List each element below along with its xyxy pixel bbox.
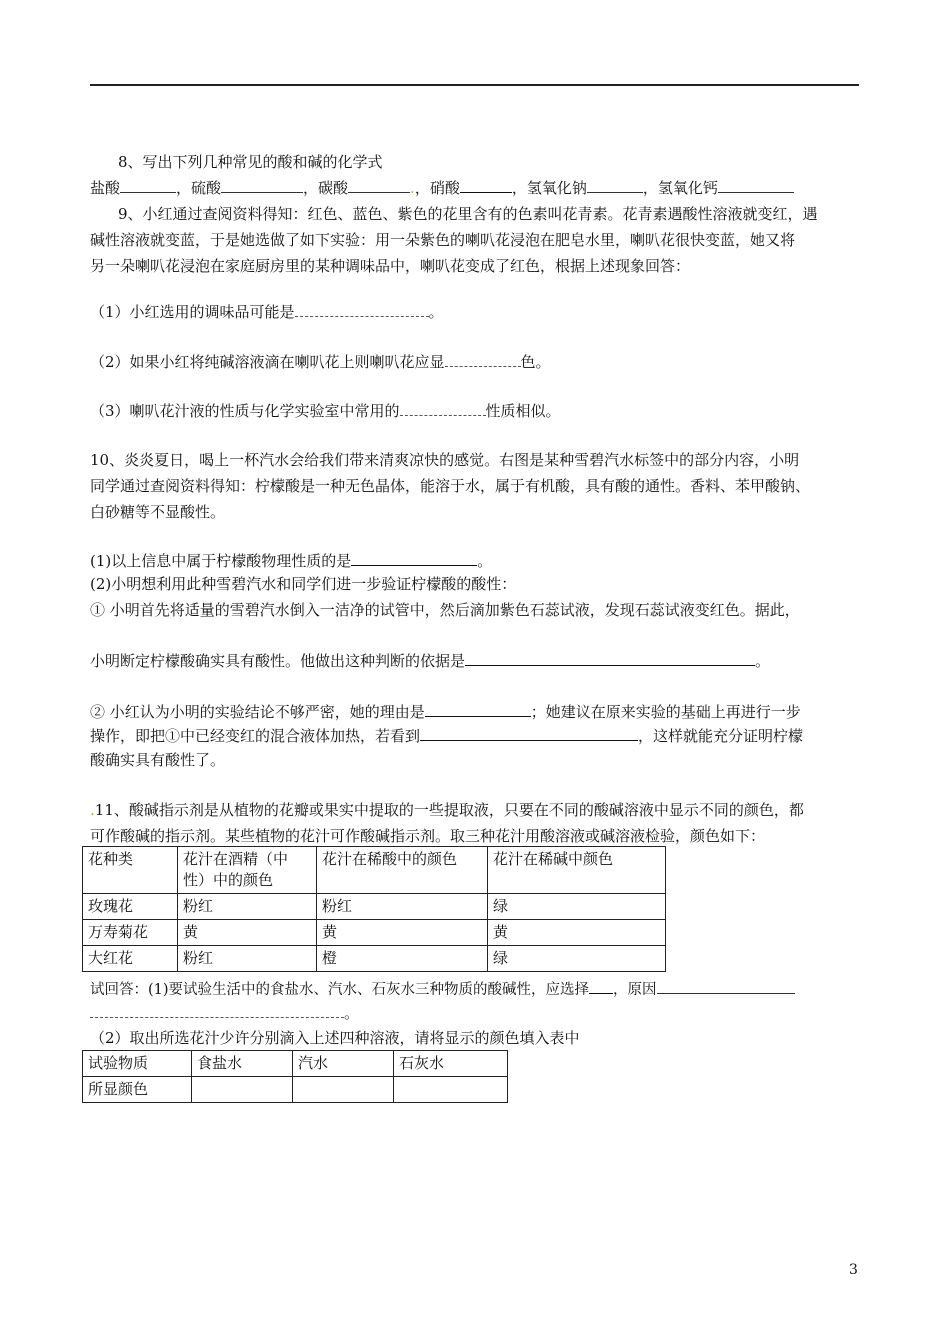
q11-sub-2: （2）取出所选花汁少许分别滴入上述四种溶液，请将显示的颜色填入表中 (90, 1029, 580, 1047)
q11-blank-reason[interactable] (657, 979, 795, 994)
q10-sub-3b: 操作，即把①中已经变红的混合液体加热，若看到 ，这样就能充分证明柠檬 (90, 727, 804, 745)
q10-blank-1[interactable] (351, 551, 477, 566)
q9-sub-1-text: （1）小红选用的调味品可能是 (90, 303, 295, 321)
q10-blank-basis[interactable] (465, 651, 755, 666)
q8-blank-caoh2[interactable] (718, 178, 794, 193)
table-header-row (83, 847, 666, 894)
q8-label-h2co3: ，碳酸 (303, 179, 349, 197)
q10-sub-2b: 小明断定柠檬酸确实具有酸性。他做出这种判断的依据是 。 (90, 652, 771, 670)
q10-blank-observe[interactable] (420, 726, 638, 741)
table-header-cell: 花汁在酒精（中 性）中的颜色 (178, 847, 317, 894)
color-result-table (82, 1050, 508, 1103)
q8-blank-h2co3[interactable] (348, 178, 410, 193)
q10-sub-3a: ② 小红认为小明的实验结论不够严密，她的理由是 ；她建议在原来实验的基础上再进行一步 (90, 703, 801, 721)
q8-blank-hcl[interactable] (120, 178, 176, 193)
table-header-cell: 花汁在稀碱中颜色 (488, 847, 666, 894)
q8-items: 盐酸 ，硫酸 ，碳酸 .，硝酸 ，氢氧化钠 ，氢氧化钙 (90, 178, 794, 198)
table-header-row: 试验物质 食盐水 汽水 石灰水 (83, 1051, 508, 1077)
q8-blank-naoh[interactable] (587, 178, 643, 193)
q8-label-hcl: 盐酸 (90, 179, 121, 197)
q9-blank-2[interactable] (445, 352, 521, 367)
table-row: 所显颜色 (83, 1077, 508, 1103)
q8-blank-hno3[interactable] (460, 178, 512, 193)
q11-ask-text: 试回答：(1)要试验生活中的食盐水、汽水、石灰水三种物质的酸碱性，应选择 (90, 982, 590, 998)
table-header-cell: 花汁在稀酸中的颜色 (317, 847, 488, 894)
table-row: 大红花 粉红 橙 绿 (83, 946, 666, 972)
answer-cell[interactable] (293, 1077, 394, 1103)
q10-blank-reason[interactable] (425, 702, 531, 717)
q10-para-3: 白砂糖等不显酸性。 (90, 503, 226, 521)
q8-label-h2so4: ，硫酸 (176, 179, 222, 197)
q11-para-1: .11、酸碱指示剂是从植物的花瓣或果实中提取的一些提取液，只要在不同的酸碱溶液中显示不同的颜色，都 (90, 801, 804, 819)
q9-blank-3[interactable] (400, 401, 486, 416)
q9-blank-1[interactable] (295, 302, 429, 317)
q9-sub-2: （2）如果小红将纯碱溶液滴在喇叭花上则喇叭花应显 色。 (90, 353, 551, 371)
q11-blank-choice[interactable] (589, 979, 613, 994)
table-row: 万寿菊花 黄 黄 黄 (83, 920, 666, 946)
header-rule (90, 84, 859, 86)
q8-label-naoh: ，氢氧化钠 (511, 179, 587, 197)
q8-label-caoh2: ，氢氧化钙 (642, 179, 718, 197)
q8-title: 8、写出下列几种常见的酸和碱的化学式 (118, 153, 383, 171)
q9-para-2: 碱性溶液就变蓝，于是她选做了如下实验：用一朵紫色的喇叭花浸泡在肥皂水里，喇叭花很快变蓝，她又将 (90, 231, 796, 249)
q8-label-hno3: ，硝酸 (414, 179, 460, 197)
page-number: 3 (849, 1262, 858, 1278)
q11-blank-reason-cont[interactable] (90, 1003, 344, 1018)
q11-ask-cont: 。 (90, 1003, 359, 1023)
table-header-cell: 花种类 (83, 847, 178, 894)
q11-ask: 试回答：(1)要试验生活中的食盐水、汽水、石灰水三种物质的酸碱性，应选择 ，原因 (90, 979, 795, 1000)
q10-sub-2b-text: 小明断定柠檬酸确实具有酸性。他做出这种判断的依据是 (90, 652, 466, 670)
q10-sub-1: (1)以上信息中属于柠檬酸物理性质的是 。 (90, 552, 493, 570)
q9-para-1: 9、小红通过查阅资料得知：红色、蓝色、紫色的花里含有的色素叫花青素。花青素遇酸性溶液就变红，遇 (118, 205, 818, 223)
q10-sub-3c: 酸确实具有酸性了。 (90, 751, 226, 769)
q9-sub-2-text: （2）如果小红将纯碱溶液滴在喇叭花上则喇叭花应显 (90, 353, 445, 371)
q8-blank-h2so4[interactable] (221, 178, 303, 193)
q10-para-1: 10、炎炎夏日，喝上一杯汽水会给我们带来清爽凉快的感觉。右图是某种雪碧汽水标签中的部分内容，小明 (90, 451, 800, 469)
q9-sub-3-text: （3）喇叭花汁液的性质与化学实验室中常用的 (90, 402, 400, 420)
q9-para-3: 另一朵喇叭花浸泡在家庭厨房里的某种调味品中，喇叭花变成了红色，根据上述现象回答： (90, 257, 691, 275)
q10-sub-3a-text: ② 小红认为小明的实验结论不够严密，她的理由是 (90, 703, 425, 721)
table-row: 玫瑰花 粉红 粉红 绿 (83, 894, 666, 920)
q9-sub-3: （3）喇叭花汁液的性质与化学实验室中常用的 性质相似。 (90, 402, 561, 420)
q10-para-2: 同学通过查阅资料得知：柠檬酸是一种无色晶体，能溶于水，属于有机酸，具有酸的通性。香料、苯甲酸钠、 (90, 477, 811, 495)
q10-sub-1-text: (1)以上信息中属于柠檬酸物理性质的是 (90, 552, 352, 570)
q11-para-2: 可作酸碱的指示剂。某些植物的花汁可作酸碱指示剂。取三种花汁用酸溶液或碱溶液检验，颜色如下： (90, 827, 766, 845)
flower-indicator-table (82, 846, 666, 972)
answer-cell[interactable] (192, 1077, 293, 1103)
q10-sub-3b-text: 操作，即把①中已经变红的混合液体加热，若看到 (90, 727, 421, 745)
q10-sub-2: (2)小明想利用此种雪碧汽水和同学们进一步验证柠檬酸的酸性： (90, 575, 517, 593)
q10-sub-2a: ① 小明首先将适量的雪碧汽水倒入一洁净的试管中，然后滴加紫色石蕊试液，发现石蕊试液变红色。据此， (90, 601, 800, 619)
q9-sub-1: （1）小红选用的调味品可能是 。 (90, 303, 444, 321)
answer-cell[interactable] (394, 1077, 508, 1103)
